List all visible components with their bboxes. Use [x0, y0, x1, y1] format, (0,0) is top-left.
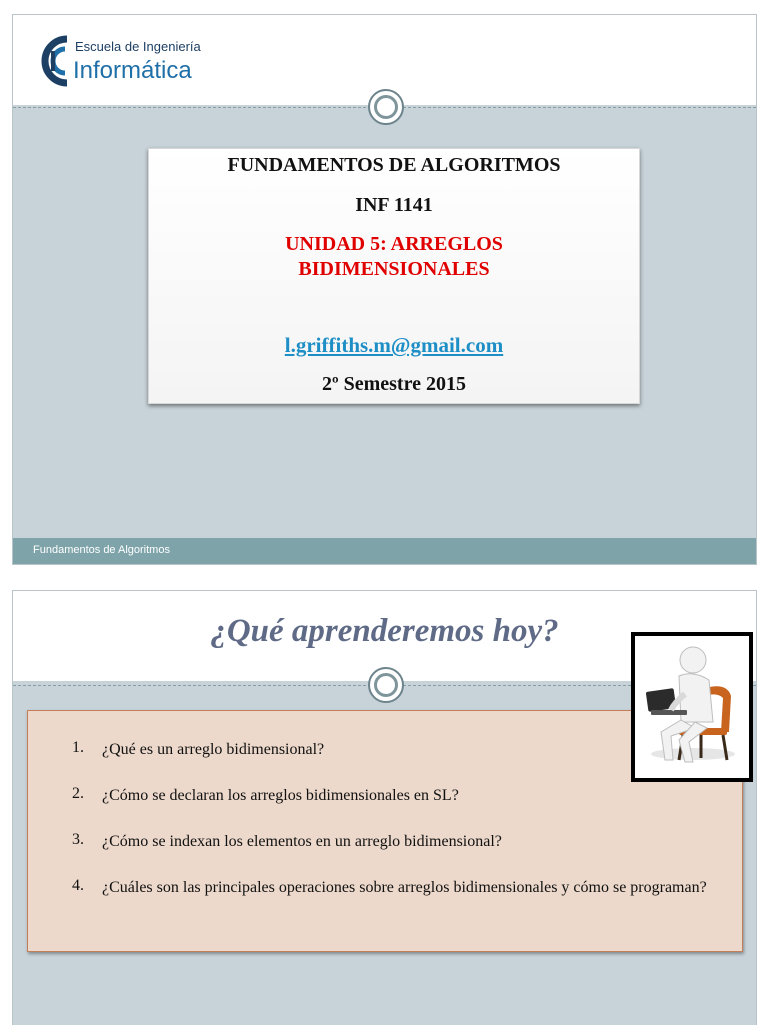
footer-text: Fundamentos de Algoritmos: [33, 544, 170, 556]
course-code: INF 1141: [355, 194, 433, 216]
footer-bar: [13, 538, 756, 564]
slide-title: ¿Qué aprenderemos hoy?: [210, 613, 559, 649]
circle-ornament-icon: [368, 89, 404, 125]
list-text: ¿Cómo se declaran los arreglos bidimensionales en SL?: [102, 787, 459, 804]
list-text: ¿Cómo se indexan los elementos en un arreglo bidimensional?: [102, 833, 502, 850]
slide-2: [12, 590, 757, 1025]
unit-title: [149, 232, 639, 282]
student-laptop-illustration: [631, 632, 753, 782]
list-number: 2.: [72, 785, 84, 802]
unit-title-line-1: UNIDAD 5: ARREGLOS: [285, 233, 503, 255]
unit-title-line-2: BIDIMENSIONALES: [298, 258, 490, 280]
list-number: 3.: [72, 831, 84, 848]
course-title: FUNDAMENTOS DE ALGORITMOS: [227, 154, 561, 176]
list-text: ¿Qué es un arreglo bidimensional?: [102, 741, 325, 758]
circle-ornament-icon: [368, 667, 404, 703]
logo-main-text: Informática: [73, 57, 192, 84]
email-link[interactable]: l.griffiths.m@gmail.com: [284, 333, 504, 357]
list-number: 1.: [72, 739, 84, 756]
list-number: 4.: [72, 877, 84, 894]
semester: 2º Semestre 2015: [322, 373, 466, 395]
title-box: [148, 148, 640, 404]
logo-top-text: Escuela de Ingeniería: [75, 39, 201, 54]
logo-c-icon: [35, 35, 71, 87]
student-with-laptop-icon: [635, 636, 749, 778]
list-text: ¿Cuáles son las principales operaciones sobre arreglos bidimensionales y cómo se programan?: [102, 879, 707, 896]
slide-1: [12, 14, 757, 565]
